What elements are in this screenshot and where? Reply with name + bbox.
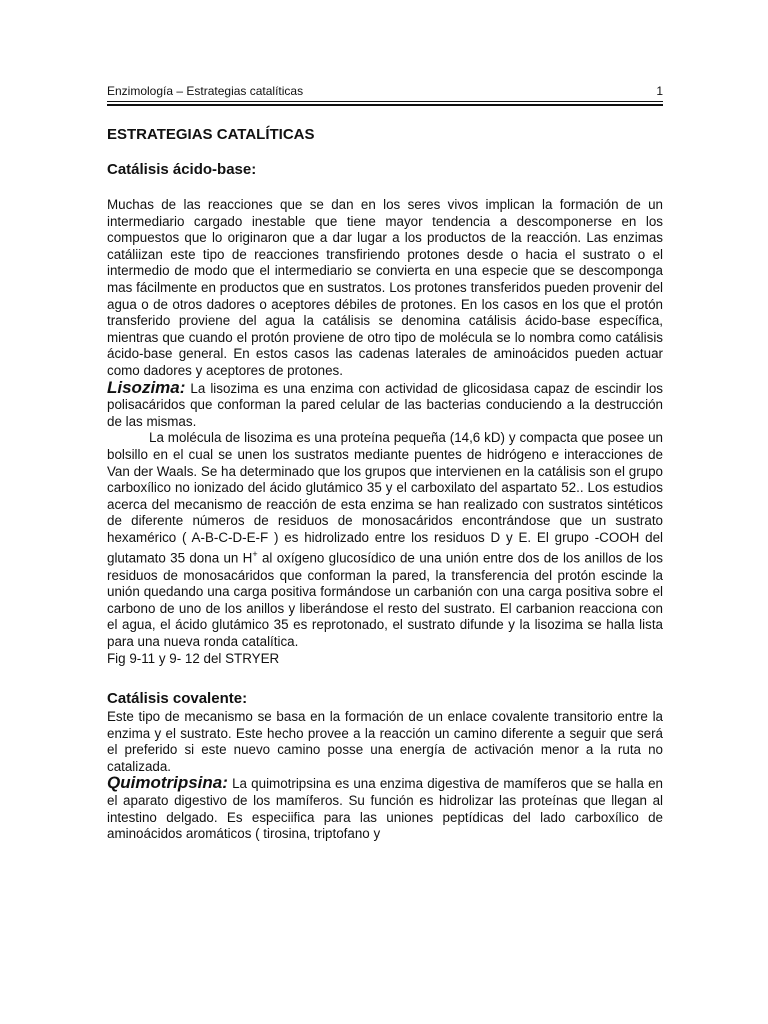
quimotripsina-text: La quimotripsina es una enzima digestiva de mamíferos que se halla en el aparato digestivo de los mamíferos. Su función es hidrolizar las proteínas que llegan al intestino delgado. Es especiifica para las uniones peptídicas del lado carboxílico de aminoácidos aromáticos ( tirosina, triptofano y xyxy=(107,776,663,842)
paragraph-acid-base-intro: Muchas de las reacciones que se dan en los seres vivos implican la formación de un intermediario cargado inestable que tiene mayor tendencia a descomponerse en los compuestos que lo originaron que a dar lugar a los productos de la reacción. Las enzimas catáliizan este tipo de reacciones transfiriendo protones desde o hacia el sustrato o el intermedio de modo que el intermediario se convierta en una especie que se descomponga mas fácilmente en productos que en sustratos. Los protones transferidos pueden provenir del agua o de otros dadores o aceptores débiles de protones. En los casos en los que el protón transferido proviene del agua la catálisis se denomina catálisis ácido-base específica, mientras que cuando el protón proviene de otro tipo de molécula se lo nombra como catálisis ácido-base general. En estos casos las cadenas laterales de aminoácidos pueden actuar como dadores y aceptores de protones. xyxy=(107,197,663,378)
term-lisozima: Lisozima: xyxy=(107,377,186,397)
superscript-plus: + xyxy=(252,549,258,560)
mechanism-text-a: La molécula de lisozima es una proteína pequeña (14,6 kD) y compacta que posee un bolsillo en el cual se unen los sustratos mediante puentes de hidrógeno e interacciones de Van der Waals. Se ha determinado que los grupos que intervienen en la catálisis son el grupo carboxílico no ionizado del ácido glutámico 35 y el carboxilato del aspartato 52.. Los estudios acerca del mecanismo de reacción de esta enzima se han realizado con sustratos sintéticos de diferente números de residuos de monosacáridos encontrándose que un sustrato hexamérico ( A-B-C-D-E-F ) es hidrolizado entre los residuos D y E. El grupo -COOH del glutamato 35 dona un H xyxy=(107,430,663,566)
document-body xyxy=(107,125,663,843)
header-title: Enzimología – Estrategias catalíticas xyxy=(107,84,304,98)
header-rule-thin xyxy=(107,101,663,102)
figure-reference: Fig 9-11 y 9- 12 del STRYER xyxy=(107,650,280,666)
lisozima-text: La lisozima es una enzima con actividad de glicosidasa capaz de escindir los polisacáridos que conforman la pared celular de las bacterias conduciendo a la destrucción de las mismas. xyxy=(107,380,663,429)
section-heading-covalent: Catálisis covalente: xyxy=(107,690,248,708)
paragraph-quimotripsina xyxy=(107,775,663,842)
paragraph-lisozima-mechanism xyxy=(107,430,663,650)
paragraph-covalent-intro: Este tipo de mecanismo se basa en la formación de un enlace covalente transitorio entre la enzima y el sustrato. Este hecho provee a la reacción un camino diferente a seguir que será el preferido si este nuevo camino posse una energía de activación menor a la ruta no catalizada. xyxy=(107,709,663,774)
running-header xyxy=(107,84,663,98)
mechanism-text-b: al oxígeno glucosídico de una unión entre dos de los anillos de los residuos de monosacáridos que conforman la pared, la transferencia del protón escinde la unión quedando una carga positiva formándose un carbanión con una carga positiva sobre el carbono de uno de los anillos y liberándose el resto del sustrato. El carbanion reacciona con el agua, el ácido glutámico 35 es reprotonado, el sustrato difunde y la lisozima se halla lista para una nueva ronda catalítica. xyxy=(107,550,664,649)
page-number: 1 xyxy=(656,84,663,98)
paragraph-lisozima xyxy=(107,377,663,431)
section-heading-acid-base: Catálisis ácido-base: xyxy=(107,161,257,178)
header-rule-thick xyxy=(107,104,663,106)
document-title: ESTRATEGIAS CATALÍTICAS xyxy=(107,126,315,143)
term-quimotripsina: Quimotripsina: xyxy=(107,773,228,793)
